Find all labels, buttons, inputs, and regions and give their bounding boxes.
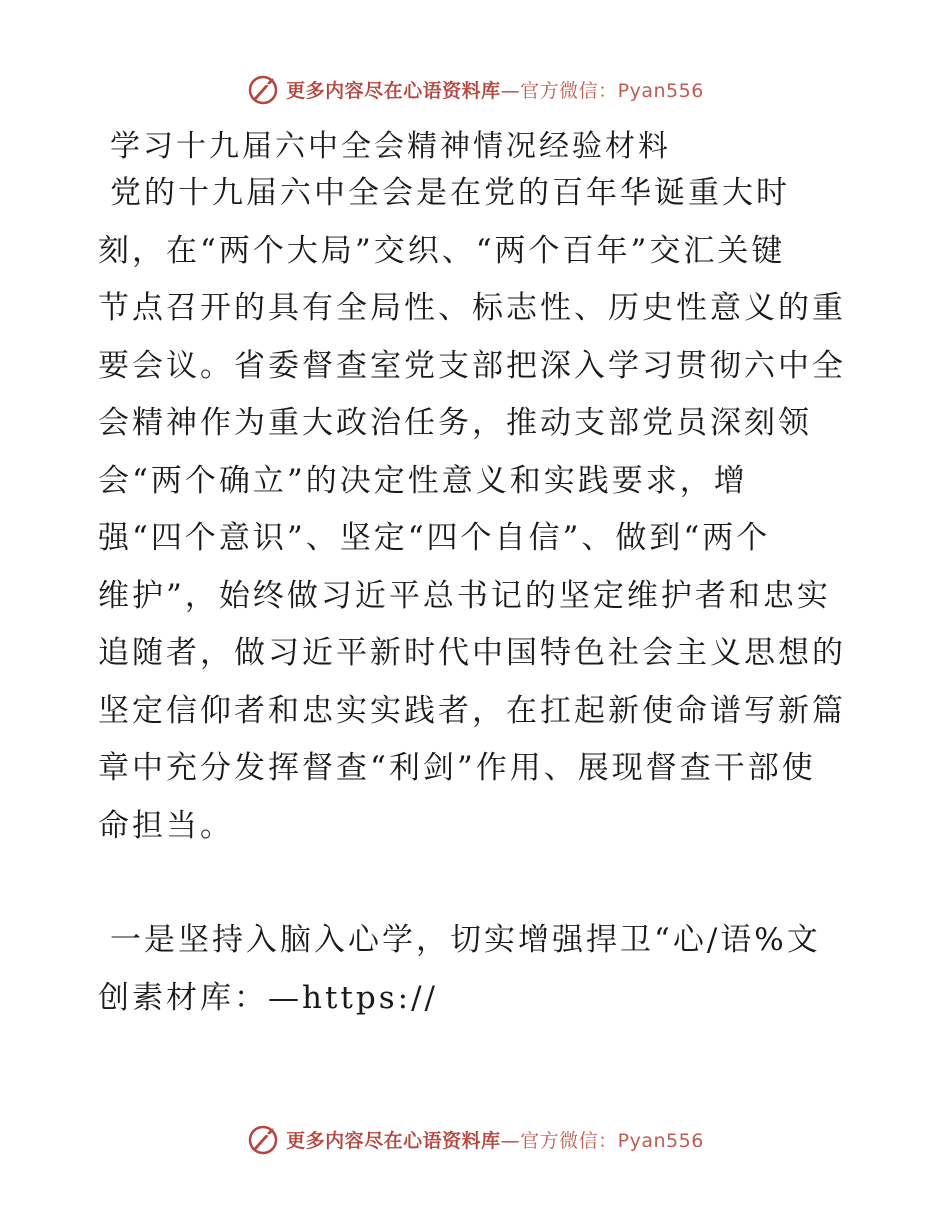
- paragraph-line: 坚定信仰者和忠实实践者，在扛起新使命谱写新篇: [98, 692, 846, 729]
- watermark-text: [286, 76, 704, 103]
- paragraph-line: 一是坚持入脑入心学，切实增强捍卫“心/语%文: [110, 922, 821, 958]
- watermark-brand: 更多内容尽在心语资料库: [286, 1129, 501, 1152]
- paragraph-line: 维护”，始终做习近平总书记的坚定维护者和忠实: [98, 577, 831, 614]
- quill-logo-icon: [246, 1122, 280, 1156]
- watermark-separator: —: [500, 79, 521, 102]
- paragraph-line: 会精神作为重大政治任务，推动支部党员深刻领: [98, 405, 812, 441]
- paragraph-line: 章中充分发挥督查“利剑”作用、展现督查干部使: [98, 750, 816, 786]
- paragraph-line: 要会议。省委督查室党支部把深入学习贯彻六中全: [98, 347, 846, 384]
- document-title: 学习十九届六中全会精神情况经验材料: [110, 129, 671, 164]
- paragraph-line: 党的十九届六中全会是在党的百年华诞重大时: [110, 175, 790, 211]
- quill-logo-icon: [246, 72, 280, 106]
- paragraph-2: [98, 912, 858, 1027]
- watermark-separator: —: [500, 1129, 521, 1152]
- paragraph-line: 追随者，做习近平新时代中国特色社会主义思想的: [98, 635, 846, 671]
- paragraph-line: 会“两个确立”的决定性意义和实践要求，增: [98, 462, 748, 499]
- header-watermark: [0, 72, 950, 106]
- watermark-contact: 官方微信：Pyan556: [520, 1129, 704, 1152]
- paragraph-line: 刻，在“两个大局”交织、“两个百年”交汇关键: [98, 232, 786, 269]
- footer-watermark: [0, 1122, 950, 1156]
- paragraph-line: 节点召开的具有全局性、标志性、历史性意义的重: [98, 290, 846, 326]
- paragraph-line: 创素材库：—https://: [98, 979, 438, 1016]
- paragraph-line: 强“四个意识”、坚定“四个自信”、做到“两个: [98, 520, 771, 556]
- watermark-text: [286, 1126, 704, 1153]
- paragraph-line: 命担当。: [98, 807, 234, 844]
- watermark-brand: 更多内容尽在心语资料库: [286, 79, 501, 102]
- watermark-contact: 官方微信：Pyan556: [520, 79, 704, 102]
- paragraph-1: [98, 165, 858, 855]
